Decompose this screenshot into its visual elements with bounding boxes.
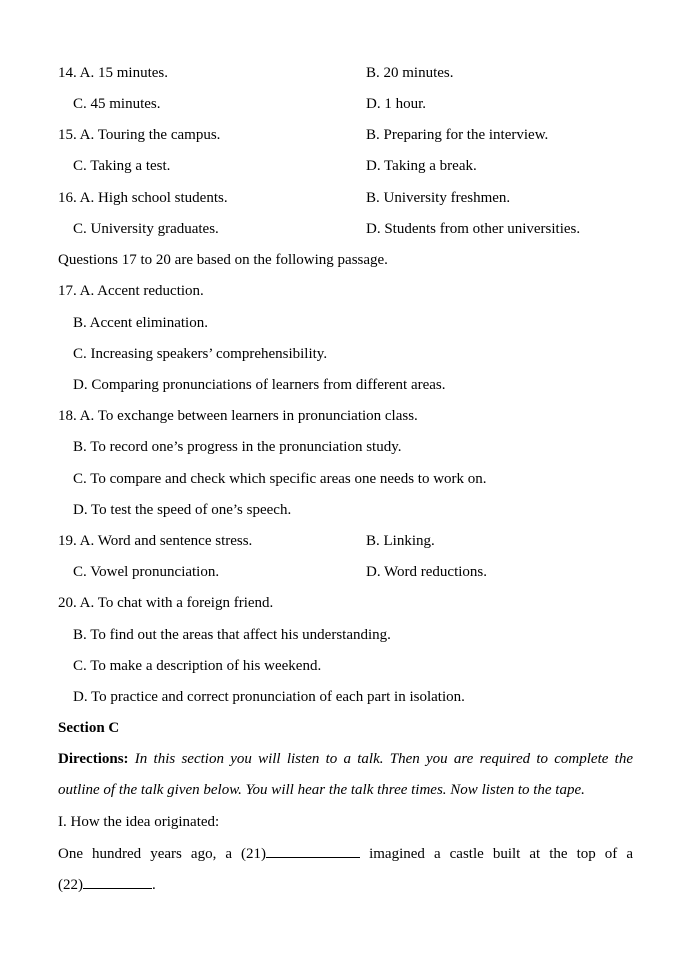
question-15-row-cd: [58, 156, 633, 176]
sentence-part-2: imagined a castle built at the top of a: [369, 846, 633, 862]
q14-option-b: B. 20 minutes.: [366, 65, 454, 81]
passage-intro: Questions 17 to 20 are based on the following passage.: [58, 252, 388, 268]
sentence-part-3: (22): [58, 877, 83, 893]
q16-option-c: C. University graduates.: [73, 221, 219, 237]
q16-option-a: 16. A. High school students.: [58, 190, 228, 206]
q17-option-a: 17. A. Accent reduction.: [58, 283, 204, 299]
blank-sentence-line-1: [58, 843, 633, 863]
question-19-row-ab: [58, 531, 633, 551]
question-14-row-cd: [58, 94, 633, 114]
question-15-row-ab: [58, 125, 633, 145]
question-14-row-ab: [58, 63, 633, 83]
q14-option-a: 14. A. 15 minutes.: [58, 65, 169, 81]
blank-21[interactable]: [266, 843, 360, 858]
q18-option-b: B. To record one’s progress in the pronunciation study.: [73, 439, 402, 455]
q15-option-c: C. Taking a test.: [73, 158, 171, 174]
outline-heading: I. How the idea originated:: [58, 814, 220, 830]
q19-option-b: B. Linking.: [366, 533, 435, 549]
q14-option-c: C. 45 minutes.: [73, 96, 161, 112]
q17-option-c: C. Increasing speakers’ comprehensibility.: [73, 346, 328, 362]
q18-option-a: 18. A. To exchange between learners in pronunciation class.: [58, 408, 418, 424]
q20-option-a: 20. A. To chat with a foreign friend.: [58, 595, 274, 611]
q16-option-b: B. University freshmen.: [366, 190, 511, 206]
q14-option-d: D. 1 hour.: [366, 96, 426, 112]
sentence-end: .: [152, 877, 156, 893]
q15-option-d: D. Taking a break.: [366, 158, 477, 174]
q19-option-d: D. Word reductions.: [366, 564, 487, 580]
directions-line-2: outline of the talk given below. You will hear the talk three times. Now listen to the tape.: [58, 782, 585, 798]
q15-option-a: 15. A. Touring the campus.: [58, 127, 221, 143]
directions-line-1: [58, 749, 633, 769]
q17-option-b: B. Accent elimination.: [73, 315, 208, 331]
q15-option-b: B. Preparing for the interview.: [366, 127, 549, 143]
q19-option-c: C. Vowel pronunciation.: [73, 564, 220, 580]
q20-option-b: B. To find out the areas that affect his understanding.: [73, 627, 391, 643]
q20-option-d: D. To practice and correct pronunciation of each part in isolation.: [73, 689, 465, 705]
q18-option-c: C. To compare and check which specific areas one needs to work on.: [73, 471, 487, 487]
sentence-part-1: One hundred years ago, a (21): [58, 846, 267, 862]
directions-text-1: In this section you will listen to a talk. Then you are required to complete the: [134, 751, 633, 767]
section-c-heading: Section C: [58, 720, 120, 736]
question-19-row-cd: [58, 562, 633, 582]
directions-label: Directions:: [58, 751, 129, 767]
q16-option-d: D. Students from other universities.: [366, 221, 581, 237]
q20-option-c: C. To make a description of his weekend.: [73, 658, 322, 674]
question-16-row-ab: [58, 188, 633, 208]
q19-option-a: 19. A. Word and sentence stress.: [58, 533, 253, 549]
q18-option-d: D. To test the speed of one’s speech.: [73, 502, 292, 518]
question-16-row-cd: [58, 219, 633, 239]
blank-sentence-line-2: [58, 874, 633, 894]
q17-option-d: D. Comparing pronunciations of learners from different areas.: [73, 377, 446, 393]
blank-22[interactable]: [83, 874, 152, 889]
